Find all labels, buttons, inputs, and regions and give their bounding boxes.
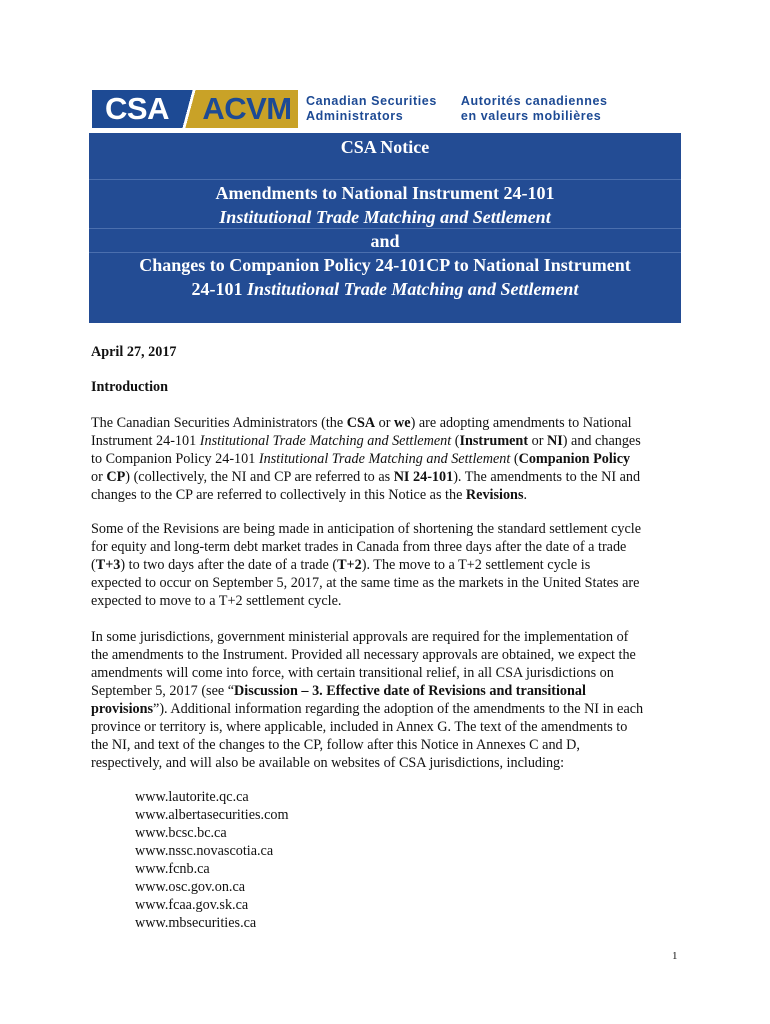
text-line: [91, 432, 641, 450]
text-line: [91, 628, 628, 646]
text-line: [91, 486, 527, 504]
csa-acvm-logo: [92, 90, 608, 128]
text-segment: The Canadian Securities Administrators (the: [91, 415, 347, 431]
text-segment: Some of the Revisions are being made in anticipation of shortening the standard settlement cycle: [91, 521, 642, 537]
text-line: [91, 664, 614, 682]
banner-divider: [89, 179, 681, 180]
text-segment: NI 24-101: [393, 469, 454, 485]
text-segment: changes to the CP are referred to collectively in this Notice as the: [91, 487, 466, 503]
banner-title-line-3: and: [370, 231, 400, 251]
text-segment: for equity and long-term debt market trades in Canada from three days after the date of a trade: [91, 539, 627, 555]
text-segment: NI: [546, 433, 563, 449]
text-segment: we: [394, 415, 411, 431]
text-line: [91, 574, 639, 592]
logo-slash-mark: [182, 90, 196, 128]
text-line: [91, 538, 626, 556]
text-segment: CP: [106, 469, 126, 485]
text-segment: (: [510, 451, 519, 467]
page-number: 1: [672, 950, 678, 962]
text-segment: Discussion – 3. Effective date of Revisions and transitional: [234, 683, 586, 699]
text-segment: ). The move to a T+2 settlement cycle is: [361, 557, 591, 573]
text-segment: the NI, and text of the changes to the CP, follow after this Notice in Annexes C and D,: [91, 737, 580, 753]
text-segment: or: [91, 469, 107, 485]
text-segment: Companion Policy: [518, 451, 631, 467]
website-link[interactable]: www.osc.gov.on.ca: [135, 879, 246, 895]
website-link[interactable]: www.fcaa.gov.sk.ca: [135, 897, 249, 913]
logo-english-name: Canadian Securities Administrators: [306, 94, 437, 123]
notice-heading: CSA Notice: [340, 137, 430, 157]
text-segment: ). The amendments to the NI and: [453, 469, 641, 485]
text-segment: the amendments to the Instrument. Provided all necessary approvals are obtained, we expect the: [91, 647, 636, 663]
text-segment: Instrument: [459, 433, 529, 449]
logo-acvm-mark: ACVM: [196, 90, 298, 128]
banner-title-line-4: Changes to Companion Policy 24-101CP to National Instrument: [139, 255, 631, 275]
text-segment: ”). Additional information regarding the adoption of the amendments to the NI in each: [153, 701, 644, 717]
text-segment: .: [523, 487, 528, 503]
banner-title-line-2: Institutional Trade Matching and Settlement: [219, 207, 551, 227]
text-segment: ) are adopting amendments to National: [410, 415, 632, 431]
text-line: [91, 592, 341, 610]
text-segment: ) to two days after the date of a trade (: [120, 557, 338, 573]
website-link[interactable]: www.mbsecurities.ca: [135, 915, 257, 931]
logo-french-name: Autorités canadiennes en valeurs mobilières: [460, 94, 608, 123]
text-segment: Revisions: [465, 487, 524, 503]
text-line: [91, 700, 643, 718]
text-segment: to Companion Policy 24-101: [91, 451, 259, 467]
text-segment: ) and changes: [562, 433, 641, 449]
text-segment: (: [451, 433, 460, 449]
text-segment: CSA: [346, 415, 376, 431]
website-link[interactable]: www.fcnb.ca: [135, 861, 210, 877]
text-segment: or: [528, 433, 547, 449]
text-segment: amendments will come into force, with certain transitional relief, in all CSA jurisdictions on: [91, 665, 614, 681]
text-line: [91, 520, 641, 538]
text-segment: ) (collectively, the NI and CP are referred to as: [125, 469, 394, 485]
text-line: [91, 682, 586, 700]
text-segment: T+3: [95, 557, 121, 573]
banner-divider: [89, 228, 681, 229]
text-segment: September 5, 2017 (see “: [91, 683, 235, 699]
text-segment: Institutional Trade Matching and Settlement: [258, 451, 511, 467]
text-line: [91, 468, 640, 486]
text-segment: Instrument 24-101: [91, 433, 200, 449]
text-line: [91, 718, 627, 736]
banner-title-line-5: 24-101 Institutional Trade Matching and Settlement: [191, 279, 579, 299]
text-segment: province or territory is, where applicable, included in Annex G. The text of the amendments to: [91, 719, 628, 735]
website-link[interactable]: www.bcsc.bc.ca: [135, 825, 227, 841]
text-line: [91, 736, 580, 754]
text-segment: T+2: [337, 557, 362, 573]
banner-divider: [89, 252, 681, 253]
notice-date: April 27, 2017: [91, 344, 177, 360]
website-link[interactable]: www.nssc.novascotia.ca: [135, 843, 274, 859]
text-line: [91, 556, 590, 574]
text-line: [91, 646, 636, 664]
text-segment: Institutional Trade Matching and Settlement: [199, 433, 452, 449]
text-segment: expected to occur on September 5, 2017, at the same time as the markets in the United States are: [91, 575, 640, 591]
text-segment: provisions: [91, 701, 154, 717]
text-line: [91, 414, 632, 432]
website-link[interactable]: www.albertasecurities.com: [135, 807, 289, 823]
text-line: [91, 754, 564, 772]
banner-title-line-1: Amendments to National Instrument 24-101: [215, 183, 555, 203]
section-heading-introduction: Introduction: [91, 379, 168, 395]
title-banner: [89, 133, 681, 323]
text-segment: or: [375, 415, 395, 431]
website-link[interactable]: www.lautorite.qc.ca: [135, 789, 249, 805]
logo-csa-mark: CSA: [92, 90, 182, 128]
text-segment: (: [91, 557, 96, 573]
text-segment: expected to move to a T+2 settlement cycle.: [91, 593, 342, 609]
text-line: [91, 450, 630, 468]
text-segment: In some jurisdictions, government ministerial approvals are required for the implementation of: [91, 629, 629, 645]
text-segment: respectively, and will also be available on websites of CSA jurisdictions, including:: [91, 755, 565, 771]
